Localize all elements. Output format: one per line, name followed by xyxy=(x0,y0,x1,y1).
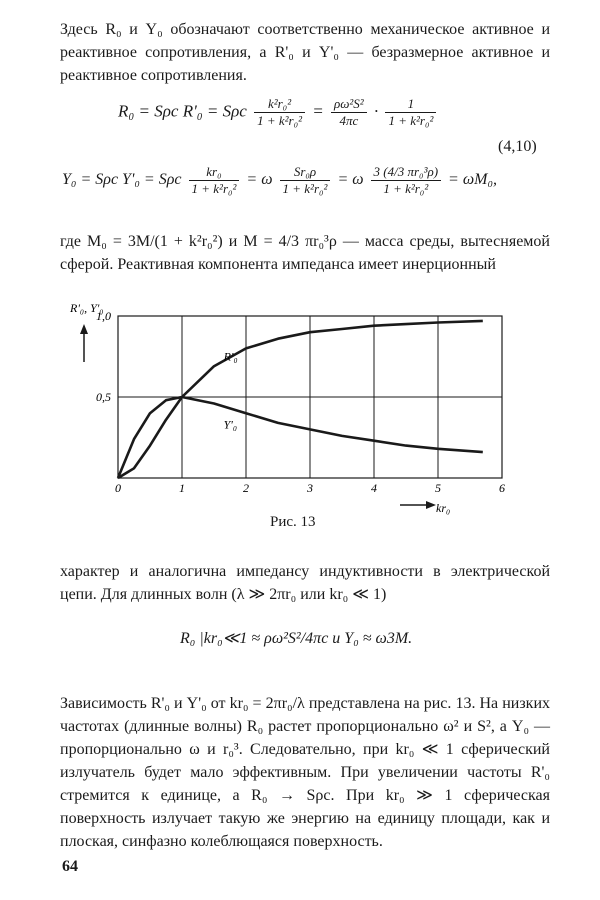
series-label-0: R'₀ xyxy=(223,349,238,364)
eq1-left: R₀ = Sρc R'₀ = Sρc xyxy=(118,101,247,121)
y-tick-label: 1,0 xyxy=(96,309,111,323)
x-tick-label: 4 xyxy=(371,481,377,495)
eq1-dot: · xyxy=(373,101,379,121)
eq2-left: Y₀ = Sρc Y'₀ = Sρc xyxy=(62,171,182,189)
y-tick-label: 0,5 xyxy=(96,390,111,404)
x-axis-label: kr₀ xyxy=(436,501,451,515)
y-axis-arrow xyxy=(80,324,88,362)
figure-caption: Рис. 13 xyxy=(270,514,316,530)
paragraph-3: характер и аналогична импедансу индуктивности в электрической цепи. Для длинных волн (λ ≫ 2πr₀ или kr₀ ≪ 1) xyxy=(60,563,550,603)
x-tick-label: 6 xyxy=(499,481,505,495)
paragraph-1: Здесь R₀ и Y₀ обозначают соответственно механическое активное и реактивное сопротивления, а R'₀ и Y'₀ — безразмерное активное и реактивное сопротивления. xyxy=(60,21,550,84)
eq2-fraction-3: $\frac{\text{3 (4/3 πr₀³ρ)}}{\text{1 + k²r₀²}}$ xyxy=(371,164,442,197)
eq1-fraction-3: $\frac{1}{\text{1 + k²r₀²}}$ xyxy=(385,96,436,129)
x-tick-label: 3 xyxy=(307,481,313,495)
x-tick-label: 2 xyxy=(243,481,249,495)
eq2-fraction-2: $\frac{\text{Sr₀ρ}}{\text{1 + k²r₀²}}$ xyxy=(280,164,331,197)
y-axis-label: R'₀, Y'₀ xyxy=(70,301,104,315)
eq1-equals: = xyxy=(312,101,324,121)
chart-ticks xyxy=(96,309,505,495)
paragraph-4: Зависимость R'₀ и Y'₀ от kr₀ = 2πr₀/λ представлена на рис. 13. На низких частотах (длинные волны) R₀ растет пропорционально ω² и S², а Y₀ — пропорционально ω и r₀³. Следовательно, при kr₀ ≪ 1 сферический излучатель будет мало эффективным. При увеличении частоты R'₀ стремится к единице, а R₀ → Sρc. При kr₀ ≫ 1 сферическая поверхность излучает такую же энергию на единицу площади, как и плоская, синфазно колеблющаяся поверхность. xyxy=(60,695,550,850)
eq1-fraction-1: $\frac{\text{k²r₀²}}{\text{1 + k²r₀²}}$ xyxy=(254,96,305,129)
x-tick-label: 5 xyxy=(435,481,441,495)
page-number: 64 xyxy=(62,858,78,875)
paragraph-2: где M₀ = 3M/(1 + k²r₀²) и M = 4/3 πr₀³ρ — масса среды, вытесняемой сферой. Реактивная компонента импеданса имеет инерционный xyxy=(60,233,550,273)
x-tick-label: 1 xyxy=(179,481,185,495)
equation-long-waves: R₀ |kr₀≪1 ≈ ρω²S²/4πc и Y₀ ≈ ω3M. xyxy=(180,630,413,647)
eq2-end: = ωM₀, xyxy=(448,171,498,189)
chart-series xyxy=(118,321,483,478)
eq1-fraction-2: $\frac{\text{ρω²S²}}{4\pi c}$ xyxy=(331,96,367,129)
x-axis-arrow xyxy=(400,501,436,509)
series-label-1: Y'₀ xyxy=(223,417,238,432)
eq2-omega-1: = ω xyxy=(246,171,273,189)
eq2-omega-2: = ω xyxy=(337,171,364,189)
eq2-fraction-1: $\frac{\text{kr₀}}{\text{1 + k²r₀²}}$ xyxy=(189,164,240,197)
equation-number: (4,10) xyxy=(498,138,537,155)
x-tick-label: 0 xyxy=(115,481,121,495)
